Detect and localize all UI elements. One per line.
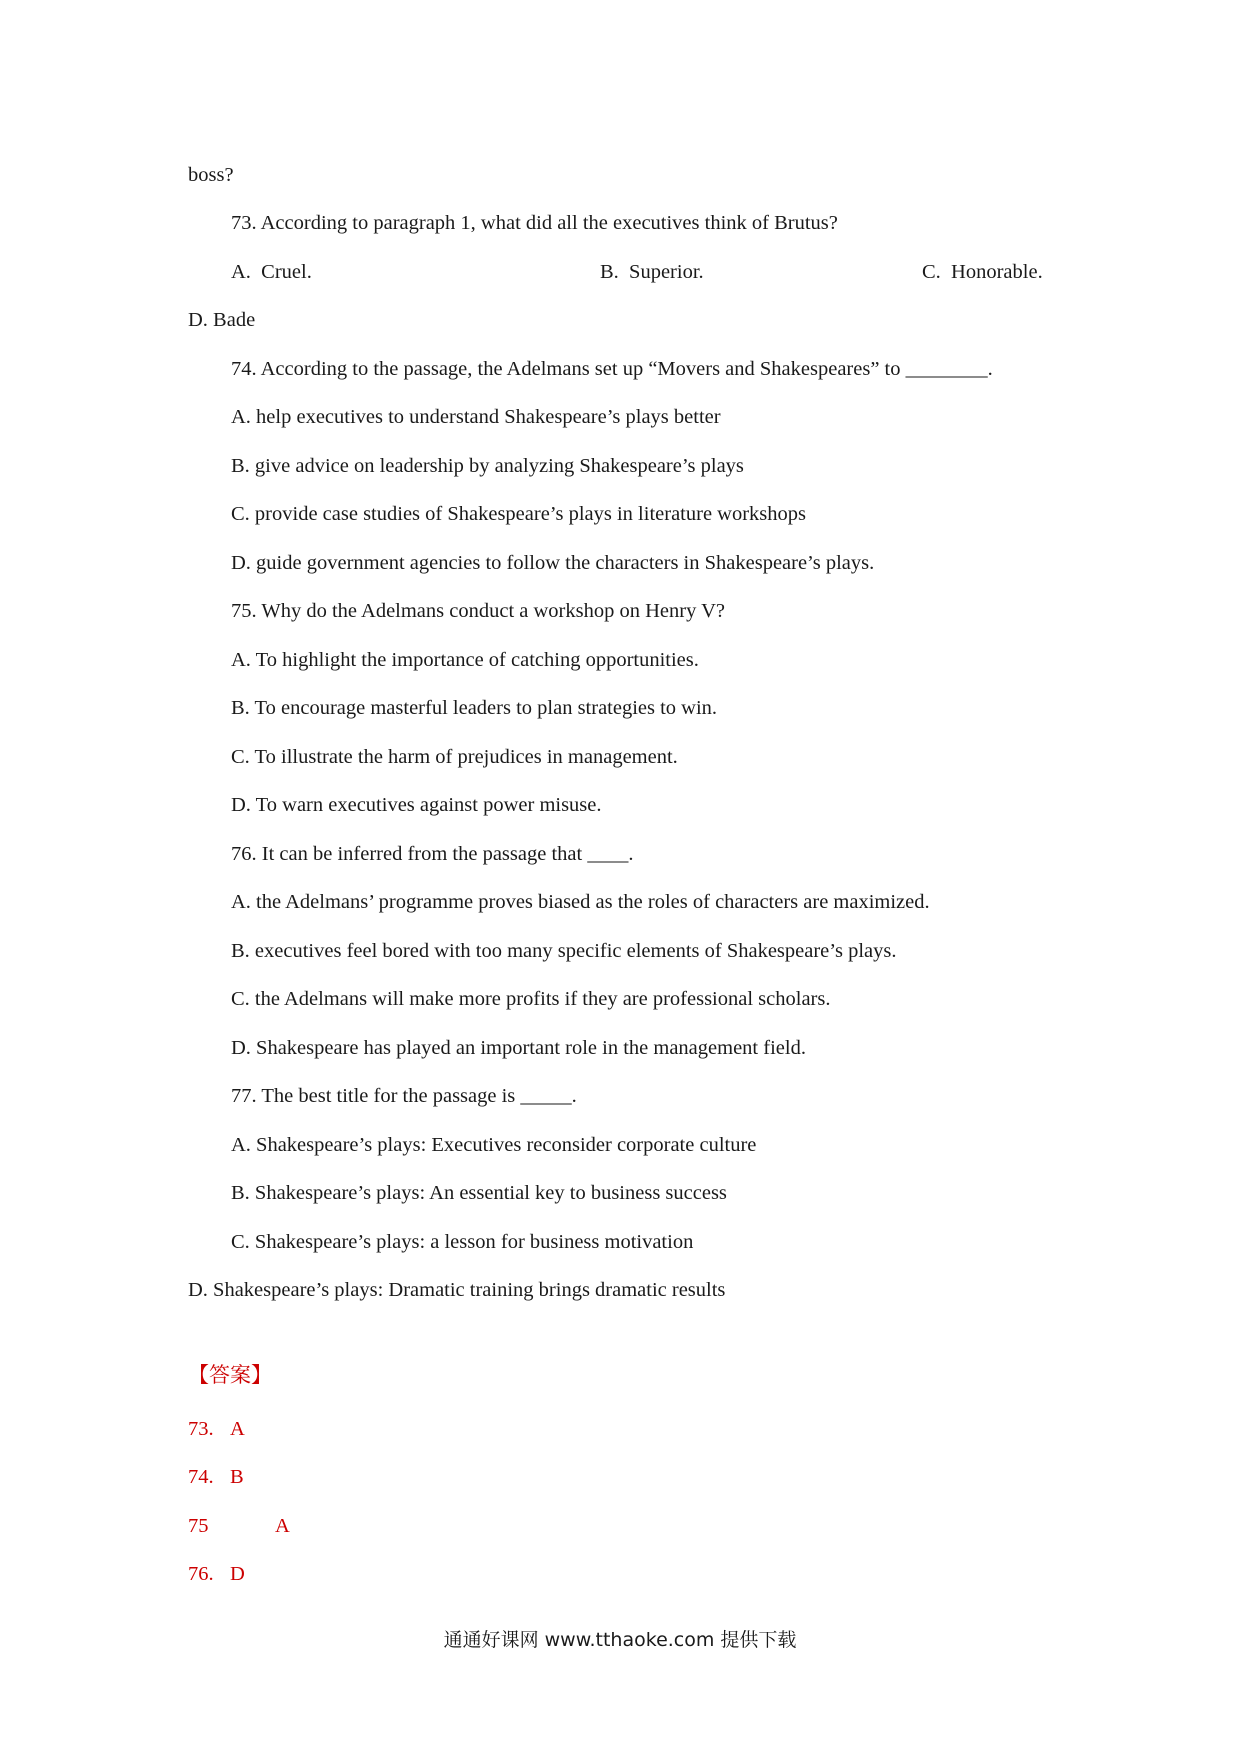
question-76-option-c: C. the Adelmans will make more profits if they are professional scholars. — [231, 988, 831, 1010]
question-74-option-a: A. help executives to understand Shakespeare’s plays better — [231, 406, 721, 428]
text-line-boss: boss? — [188, 164, 234, 186]
question-76-option-d: D. Shakespeare has played an important role in the management field. — [231, 1037, 806, 1059]
question-73-option-d: D. Bade — [188, 309, 256, 331]
answer-heading: 【答案】 — [188, 1363, 272, 1387]
question-74-option-b: B. give advice on leadership by analyzing Shakespeare’s plays — [231, 455, 744, 477]
page-footer: 通通好课网 www.tthaoke.com 提供下载 — [443, 1629, 797, 1651]
question-77-option-a: A. Shakespeare’s plays: Executives reconsider corporate culture — [231, 1134, 757, 1156]
question-75: 75. Why do the Adelmans conduct a workshop on Henry V? — [231, 600, 726, 622]
question-73-option-b: B. Superior. — [600, 261, 704, 283]
question-73: 73. According to paragraph 1, what did all the executives think of Brutus? — [231, 212, 838, 234]
answer-number: 73. — [188, 1418, 214, 1440]
question-73-option-c: C. Honorable. — [922, 261, 1043, 283]
question-76: 76. It can be inferred from the passage that ____. — [231, 843, 634, 865]
question-74-option-c: C. provide case studies of Shakespeare’s plays in literature workshops — [231, 503, 807, 525]
question-75-option-a: A. To highlight the importance of catching opportunities. — [231, 649, 699, 671]
question-73-option-a: A. Cruel. — [231, 261, 312, 283]
question-76-option-a: A. the Adelmans’ programme proves biased as the roles of characters are maximized. — [231, 891, 930, 913]
question-74: 74. According to the passage, the Adelmans set up “Movers and Shakespeares” to ________. — [231, 358, 993, 380]
answer-number: 76. — [188, 1563, 214, 1585]
question-75-option-b: B. To encourage masterful leaders to plan strategies to win. — [231, 697, 718, 719]
question-77-option-b: B. Shakespeare’s plays: An essential key to business success — [231, 1182, 727, 1204]
question-77-option-d: D. Shakespeare’s plays: Dramatic training brings dramatic results — [188, 1279, 726, 1301]
answer-number: 75 — [188, 1515, 209, 1537]
question-75-option-d: D. To warn executives against power misuse. — [231, 794, 602, 816]
question-75-option-c: C. To illustrate the harm of prejudices in management. — [231, 746, 678, 768]
answer-letter: A — [230, 1418, 245, 1440]
answer-number: 74. — [188, 1466, 214, 1488]
question-77-option-c: C. Shakespeare’s plays: a lesson for business motivation — [231, 1231, 694, 1253]
answer-letter: D — [230, 1563, 245, 1585]
question-76-option-b: B. executives feel bored with too many specific elements of Shakespeare’s plays. — [231, 940, 897, 962]
answer-letter: A — [275, 1515, 290, 1537]
question-77: 77. The best title for the passage is _____. — [231, 1085, 577, 1107]
answer-letter: B — [230, 1466, 244, 1488]
question-74-option-d: D. guide government agencies to follow the characters in Shakespeare’s plays. — [231, 552, 875, 574]
